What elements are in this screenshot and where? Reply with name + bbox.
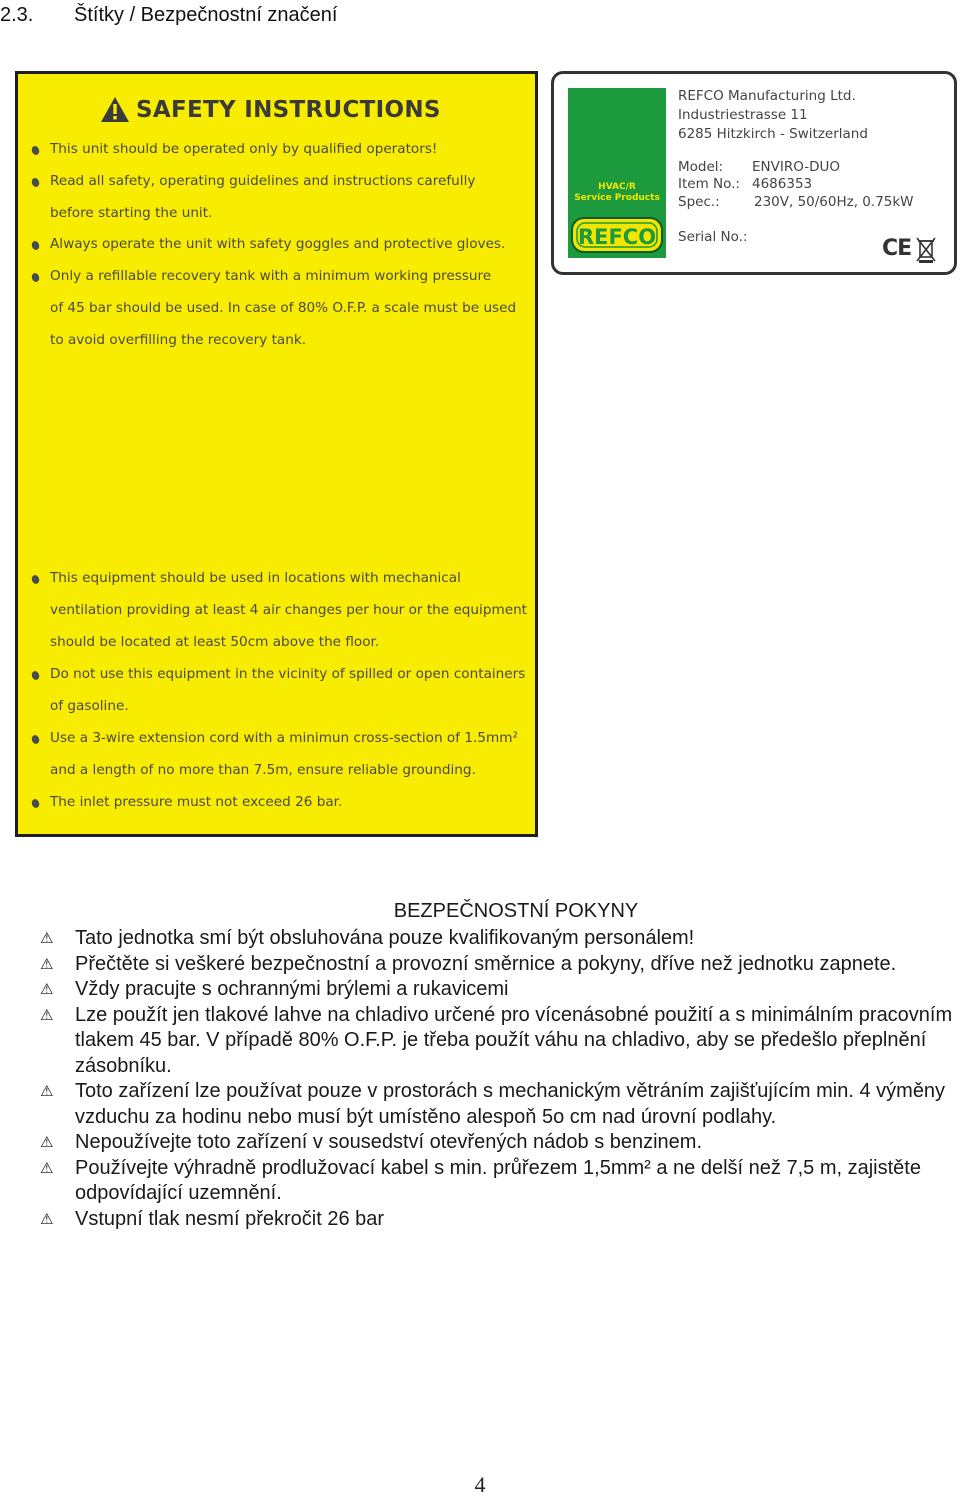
hvac-line: HVAC/R bbox=[598, 182, 636, 192]
czech-safety-list bbox=[40, 926, 960, 1232]
bullet-icon bbox=[31, 240, 41, 251]
bullet-icon bbox=[31, 670, 41, 681]
page-number: 4 bbox=[474, 1472, 486, 1497]
list-item bbox=[40, 952, 960, 978]
bullet-icon bbox=[31, 798, 41, 809]
safety-line: ventilation providing at least 4 air changes per hour or the equipment bbox=[50, 602, 528, 618]
model-label: Model: bbox=[678, 159, 724, 175]
list-item-text: Toto zařízení lze používat pouze v prostorách s mechanickým větráním zajišťujícím min. 4 výměny vzduchu za hodinu nebo musí být umístěno alespoň 5o cm nad úrovní podlahy. bbox=[75, 1080, 946, 1128]
safety-line: before starting the unit. bbox=[50, 205, 213, 221]
safety-line: Do not use this equipment in the vicinity of spilled or open containers bbox=[50, 666, 526, 682]
safety-line: Always operate the unit with safety goggles and protective gloves. bbox=[50, 236, 506, 252]
item-label: Item No.: bbox=[678, 176, 740, 192]
warning-bullet-icon: ⚠ bbox=[40, 1133, 54, 1151]
safety-line: This unit should be operated only by qualified operators! bbox=[50, 141, 438, 157]
ce-mark: CE bbox=[882, 236, 912, 261]
refco-logo-text: REFCO bbox=[577, 225, 657, 249]
bullet-icon bbox=[31, 272, 41, 283]
warning-triangle-icon bbox=[100, 96, 130, 123]
list-item bbox=[40, 977, 960, 1003]
hvac-caption bbox=[568, 182, 666, 204]
safety-line: Use a 3-wire extension cord with a minimun cross-section of 1.5mm² bbox=[50, 730, 518, 746]
safety-line: Read all safety, operating guidelines and instructions carefully bbox=[50, 173, 476, 189]
list-item-text: Tato jednotka smí být obsluhována pouze kvalifikovaným personálem! bbox=[75, 927, 695, 949]
warning-bullet-icon: ⚠ bbox=[40, 1082, 54, 1100]
list-item-text: Lze použít jen tlakové lahve na chladivo určené pro vícenásobné použití a s minimálním pracovním tlakem 45 bar. V případě 80% O.F.P. je třeba použít váhu na chladivo, aby se předešlo přeplnění zásobníku. bbox=[75, 1003, 953, 1077]
safety-line: The inlet pressure must not exceed 26 bar. bbox=[50, 794, 343, 810]
bullet-icon bbox=[31, 145, 41, 156]
safety-line: and a length of no more than 7.5m, ensure reliable grounding. bbox=[50, 762, 476, 778]
warning-bullet-icon: ⚠ bbox=[40, 1158, 54, 1177]
safety-line: to avoid overfilling the recovery tank. bbox=[50, 332, 307, 348]
warning-bullet-icon: ⚠ bbox=[40, 980, 54, 998]
list-item-text: Nepoužívejte toto zařízení v sousedství otevřených nádob s benzinem. bbox=[75, 1131, 703, 1153]
safety-line: Only a refillable recovery tank with a minimum working pressure bbox=[50, 268, 492, 284]
list-item-text: Používejte výhradně prodlužovací kabel s min. průřezem 1,5mm² a ne delší než 7,5 m, zajistěte odpovídající uzemnění. bbox=[75, 1156, 921, 1204]
safety-line: This equipment should be used in locations with mechanical bbox=[50, 570, 461, 586]
safety-line: of 45 bar should be used. In case of 80% O.F.P. a scale must be used bbox=[50, 300, 517, 316]
spec-label: Spec.: bbox=[678, 194, 720, 210]
spec-value: 230V, 50/60Hz, 0.75kW bbox=[754, 194, 914, 210]
safety-instructions-label bbox=[15, 71, 538, 837]
list-item-text: Přečtěte si veškeré bezpečnostní a provozní směrnice a pokyny, dříve než jednotku zapnete. bbox=[75, 952, 897, 975]
warning-bullet-icon: ⚠ bbox=[40, 1005, 54, 1024]
section-title: Štítky / Bezpečnostní značení bbox=[74, 4, 338, 26]
list-item-text: Vstupní tlak nesmí překročit 26 bar bbox=[75, 1207, 385, 1230]
refco-brand-block bbox=[568, 88, 666, 258]
list-item-text: Vždy pracujte s ochrannými brýlemi a rukavicemi bbox=[75, 978, 509, 1000]
list-item bbox=[40, 1156, 960, 1207]
list-item bbox=[40, 1130, 960, 1156]
list-item bbox=[40, 1003, 960, 1080]
warning-bullet-icon: ⚠ bbox=[40, 1209, 54, 1228]
service-products-line: Service Products bbox=[574, 193, 660, 203]
manufacturer-name: REFCO Manufacturing Ltd. bbox=[678, 88, 856, 104]
manufacturer-city: 6285 Hitzkirch - Switzerland bbox=[678, 126, 868, 142]
weee-bin-icon bbox=[916, 236, 936, 264]
list-item bbox=[40, 1207, 960, 1233]
bullet-icon bbox=[31, 734, 41, 745]
safety-line: of gasoline. bbox=[50, 698, 129, 714]
warning-bullet-icon: ⚠ bbox=[40, 954, 54, 973]
serial-label: Serial No.: bbox=[678, 229, 748, 245]
manufacturer-street: Industriestrasse 11 bbox=[678, 107, 808, 123]
refco-logo bbox=[571, 215, 663, 255]
safety-label-title bbox=[100, 96, 441, 123]
safety-title-text: SAFETY INSTRUCTIONS bbox=[136, 96, 441, 123]
model-value: ENVIRO-DUO bbox=[752, 159, 841, 175]
czech-safety-title: BEZPEČNOSTNÍ POKYNY bbox=[393, 900, 639, 922]
item-value: 4686353 bbox=[752, 176, 813, 192]
safety-line: should be located at least 50cm above the floor. bbox=[50, 634, 380, 650]
rating-plate bbox=[551, 71, 957, 275]
warning-bullet-icon: ⚠ bbox=[40, 929, 54, 947]
bullet-icon bbox=[31, 574, 41, 585]
bullet-icon bbox=[31, 177, 41, 188]
list-item bbox=[40, 1079, 960, 1130]
section-number: 2.3. bbox=[0, 4, 34, 26]
list-item bbox=[40, 926, 960, 952]
